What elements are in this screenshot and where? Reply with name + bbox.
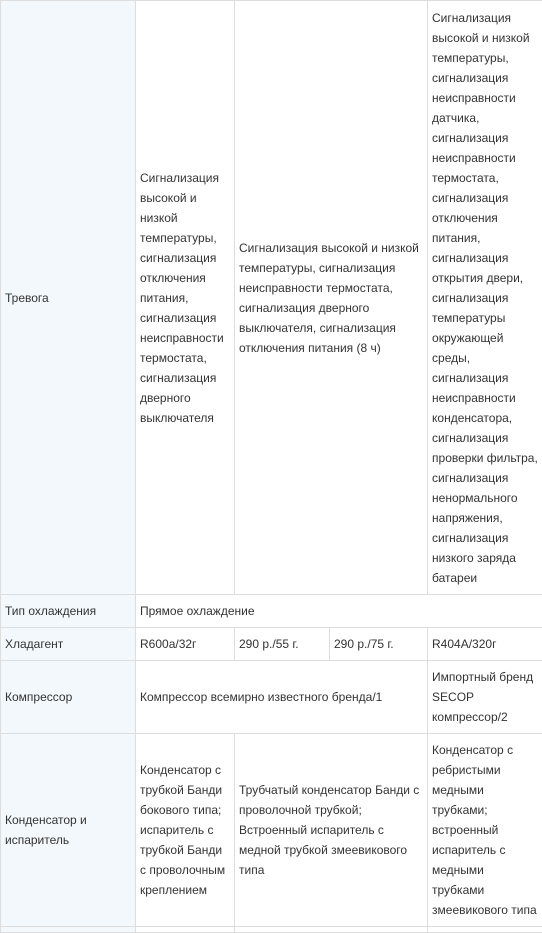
cooling-value: Прямое охлаждение	[136, 595, 542, 628]
compressor-value-3: Импортный бренд SECOP компрессор/2	[428, 661, 542, 734]
alarm-value-1: Сигнализация высокой и низкой температуры, сигнализация отключения питания, сигнализация неисправности термостата, сигнализация дверного выключателя	[136, 1, 235, 595]
table-row-refrigerant	[1, 628, 542, 661]
alarm-label: Тревога	[1, 1, 136, 595]
table-row-alarm	[1, 1, 542, 595]
condenser-value-2-line2: Встроенный испаритель с медной трубкой змеевикового типа	[239, 820, 423, 880]
condenser-value-1: Конденсатор с трубкой Банди бокового типа; испаритель с трубкой Банди с проволочным креплением	[136, 734, 235, 927]
refrigerant-value-2a: 290 р./55 г.	[235, 628, 330, 661]
alarm-value-2: Сигнализация высокой и низкой температуры, сигнализация неисправности термостата, сигнализация дверного выключателя, сигнализация отключения питания (8 ч)	[235, 1, 428, 595]
table-row-compressor	[1, 661, 542, 734]
table-row-partial	[1, 927, 542, 933]
condenser-value-2-line1: Трубчатый конденсатор Банди с проволочной трубкой;	[239, 780, 423, 820]
compressor-value: Компрессор всемирно известного бренда/1	[136, 661, 428, 734]
table-row-condenser	[1, 734, 542, 927]
refrigerant-value-1: R600a/32г	[136, 628, 235, 661]
table-row-cooling	[1, 595, 542, 628]
condenser-label: Конденсатор и испаритель	[1, 734, 136, 927]
condenser-value-3: Конденсатор с ребристыми медными трубками; встроенный испаритель с медными трубками змеевикового типа	[428, 734, 542, 927]
condenser-value-2	[235, 734, 428, 927]
cooling-label: Тип охлаждения	[1, 595, 136, 628]
partial-cell-2	[235, 927, 428, 933]
partial-cell-3	[428, 927, 542, 933]
compressor-label: Компрессор	[1, 661, 136, 734]
partial-cell-label	[1, 927, 136, 933]
refrigerant-value-2b: 290 р./75 г.	[330, 628, 428, 661]
partial-cell-1	[136, 927, 235, 933]
alarm-value-3: Сигнализация высокой и низкой температуры, сигнализация неисправности датчика, сигнализация неисправности термостата, сигнализация отключения питания, сигнализация открытия двери, сигнализация температуры окружающей среды, сигнализация неисправности конденсатора, сигнализация проверки фильтра, сигнализация ненормального напряжения, сигнализация низкого заряда батареи	[428, 1, 542, 595]
refrigerant-value-3: R404A/320г	[428, 628, 542, 661]
refrigerant-label: Хладагент	[1, 628, 136, 661]
